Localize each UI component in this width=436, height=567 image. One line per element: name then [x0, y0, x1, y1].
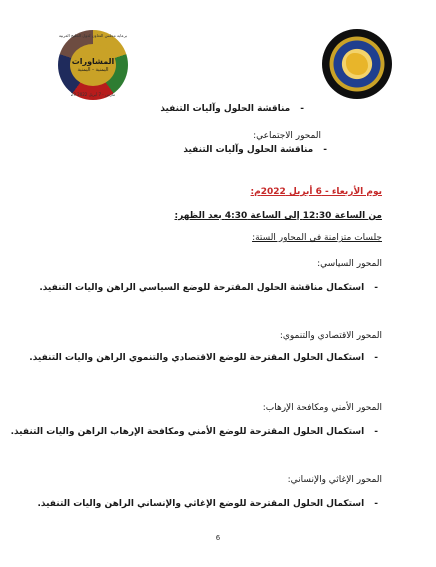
gcc-emblem-logo	[322, 29, 392, 99]
relief-item-text: استكمال الحلول المقترحة للوضع الإغاثي والإنساني الراهن واليات التنفيذ.	[37, 499, 365, 509]
sessions-line: جلسات متزامنة في المحاور الستة:	[252, 233, 382, 243]
consultations-logo	[58, 30, 128, 100]
date-line: يوم الأربعاء - 6 أبريل 2022م:	[250, 187, 382, 197]
political-axis-label: المحور السياسي:	[317, 259, 382, 269]
security-axis-item	[11, 426, 378, 438]
economic-axis-label: المحور الاقتصادي والتنموي:	[279, 331, 382, 341]
heading-text: مناقشة الحلول وآليات التنفيذ	[160, 104, 291, 114]
social-item-text: مناقشة الحلول وآليات التنفيذ	[183, 145, 314, 155]
dash-marker: -	[300, 104, 304, 114]
dash-marker: -	[374, 427, 378, 437]
heading-line	[160, 103, 304, 115]
security-axis-label: المحور الأمني ومكافحة الإرهاب:	[262, 403, 382, 413]
political-item-text: استكمال مناقشة الحلول المقترحة للوضع السياسي الراهن واليات التنفيذ.	[39, 283, 365, 293]
economic-axis-item	[29, 352, 378, 364]
dash-marker: -	[323, 145, 327, 155]
social-axis-label: المحور الاجتماعي:	[253, 131, 321, 141]
dash-marker: -	[374, 283, 378, 293]
relief-axis-label: المحور الإغاثي والإنساني:	[287, 475, 382, 485]
logo-title: المشاورات	[71, 56, 115, 66]
time-line: من الساعة 12:30 إلى الساعة 4:30 بعد الظهر:	[174, 211, 382, 221]
relief-axis-item	[38, 498, 379, 510]
security-item-text: استكمال الحلول المقترحة للوضع الأمني ومكافحة الإرهاب الراهن واليات التنفيذ.	[10, 427, 365, 437]
logo-ring-bottom-text: 29 مارس - 7 أبريل 2022	[70, 92, 116, 97]
gcc-map-icon	[346, 53, 368, 75]
economic-item-text: استكمال الحلول المقترحة للوضع الاقتصادي والتنموي الراهن واليات التنفيذ.	[29, 353, 365, 363]
logo-subtitle: اليمنية - اليمنية	[77, 66, 109, 73]
logo-ring-top-text: برعاية مجلس التعاون لدول الخليج العربية	[58, 33, 128, 38]
page-number: 6	[215, 534, 221, 542]
dash-marker: -	[374, 353, 378, 363]
social-axis-item	[183, 144, 327, 156]
dash-marker: -	[374, 499, 378, 509]
political-axis-item	[39, 282, 378, 294]
